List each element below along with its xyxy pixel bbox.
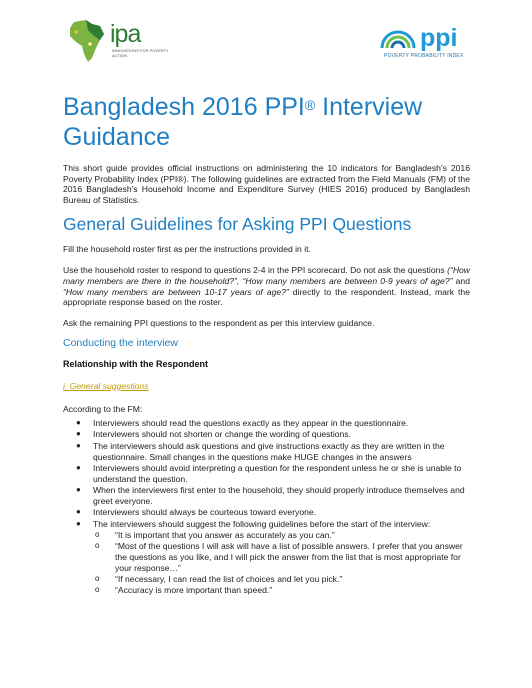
ppi-tagline: POVERTY PROBABILITY INDEX: [384, 53, 464, 59]
circle-bullet-icon: o: [95, 585, 100, 595]
list-item-text: When the interviewers first enter to the household, they should properly introduce themselves and greet everyone.: [93, 485, 465, 506]
list-item-text: Interviewers should always be courteous toward everyone.: [93, 507, 317, 518]
ipa-logo: [66, 18, 186, 66]
intro-paragraph: This short guide provides official instructions on administering the 10 indicators for Bangladesh’s 2016 Poverty Probability Index (PPI®). The following guidelines are extracted from the Field Manuals (FM) of the 2016 Bangladesh’s Household Income and Expenditure Survey (HIES 2016) produced by Bangladesh Bureau of Statistics.: [63, 163, 470, 205]
paragraph-roster: Fill the household roster first as per the instructions provided in it.: [63, 244, 311, 254]
bullet-icon: ●: [76, 507, 81, 517]
sub-list-item-text: “Most of the questions I will ask will have a list of possible answers. I prefer that you answer the questions as you like, and I will pick the answer from the list that is most appropriate for your response…”: [115, 540, 463, 573]
sub-list-item: [93, 530, 473, 541]
list-item-text: Interviewers should avoid interpreting a question for the respondent unless he or she is unable to understand the question.: [93, 462, 462, 484]
sub-list-item: [93, 585, 473, 596]
bullet-icon: ●: [76, 429, 81, 439]
ipa-logo-text: ipa: [110, 20, 141, 48]
para2-question-1: (“How many members are there in the household?”, “How many members are between 0-9 years of age?”: [63, 265, 471, 286]
list-item: [63, 429, 473, 440]
paragraph-remaining: Ask the remaining PPI questions to the respondent as per this interview guidance.: [63, 318, 375, 328]
title-text-rest: Interview Guidance: [63, 93, 423, 151]
list-item-text: Interviewers should not shorten or change the wording of questions.: [93, 429, 351, 440]
para2-text-a: Use the household roster to respond to questions 2-4 in the PPI scorecard. Do not ask the questions: [63, 265, 448, 275]
page-title: [63, 92, 483, 152]
ipa-tagline: INNOVATIONS FOR POVERTY ACTION: [112, 48, 169, 58]
ppi-logo: [376, 18, 476, 62]
subsection-heading: Conducting the interview: [63, 337, 178, 349]
guidelines-list: [63, 418, 473, 597]
general-suggestions-link[interactable]: i. General suggestions: [63, 381, 149, 391]
title-text: Bangladesh 2016 PPI: [63, 93, 305, 121]
paragraph-scorecard: [63, 265, 470, 308]
list-item: [63, 507, 473, 518]
sub-list-item: [93, 541, 473, 573]
registered-mark: ®: [304, 97, 316, 113]
circle-bullet-icon: o: [95, 529, 100, 539]
sub-list-item-text: “Accuracy is more important than speed.”: [115, 585, 273, 596]
sub-list-item-text: “It is important that you answer as accurately as you can.”: [115, 529, 335, 540]
ppi-arc-icon: [376, 18, 420, 52]
bullet-icon: ●: [76, 485, 81, 495]
list-item: [63, 485, 473, 507]
para2-text-c: directly to the respondent. Instead, mark the appropriate response based on the roster.: [63, 286, 470, 308]
list-item: [63, 418, 473, 429]
bullet-icon: ●: [76, 418, 81, 427]
sub-list-item: [93, 574, 473, 585]
list-item: [63, 463, 473, 485]
list-item-text: The interviewers should ask questions and give instructions exactly as they are written in the questionnaire. Small changes in the questions make HUGE changes in the answers: [93, 440, 445, 462]
circle-bullet-icon: o: [95, 540, 100, 550]
list-item-text: Interviewers should read the questions exactly as they appear in the questionnaire.: [93, 418, 409, 428]
list-item: [63, 519, 473, 596]
sub-list-item-text: “If necessary, I can read the list of choices and let you pick.”: [115, 573, 343, 584]
bullet-icon: ●: [76, 462, 81, 472]
list-item-text: The interviewers should suggest the following guidelines before the start of the interview:: [93, 518, 431, 529]
subsubsection-heading: Relationship with the Respondent: [63, 359, 209, 369]
according-fm-label: According to the FM:: [63, 404, 143, 414]
section-heading: General Guidelines for Asking PPI Questions: [63, 214, 412, 234]
ppi-logo-text: ppi: [420, 24, 458, 52]
para2-question-2: “How many members are between 10-17 years of age?”: [63, 286, 289, 297]
circle-bullet-icon: o: [95, 573, 100, 583]
bullet-icon: ●: [76, 440, 81, 450]
sub-guidelines-list: [93, 530, 473, 597]
list-item: [63, 441, 473, 463]
africa-map-icon: [66, 18, 108, 64]
para2-text-b: and: [452, 275, 470, 286]
bullet-icon: ●: [76, 518, 81, 528]
